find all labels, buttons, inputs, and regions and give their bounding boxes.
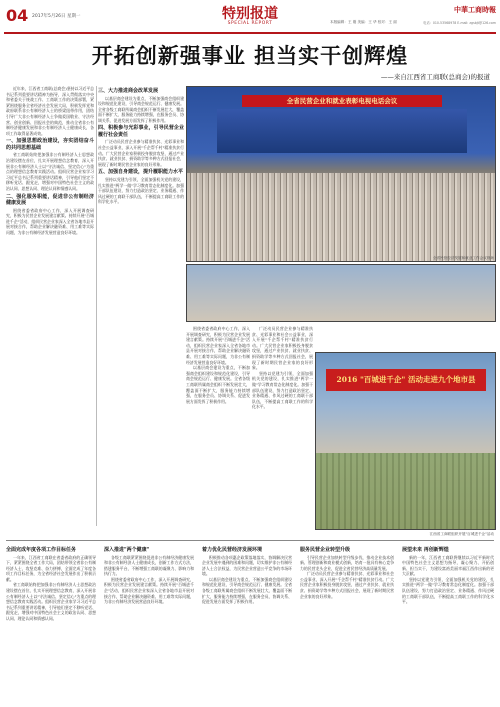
meeting-photo [186,264,496,322]
bottom-col4-body-2: 广泛动员民营企业参与精准扶贫、光彩事业和社会公益事业，深入开展"千企帮千村"精准扶贫行动。广大民营企业家积极投身脱贫攻坚，通过产业扶贫、就业扶贫、捐资助学等多种方式回报社会，展现了新时期民营企业家的良好形象。 [300,571,394,599]
bottom-column-2 [104,545,194,703]
section3-body: 以基层商会建设为重点，不断加强商会组织建设和规范化建设，引导商会规范运行、健康发展。全省各级工商联所属商会组织不断发展壮大，覆盖面不断扩大，服务能力持续增强，在服务会员、协调关系、促进发展方面发挥了积极作用。 [98,95,184,123]
article-intro: 近年来，江西省工商联(总商会)坚持以习近平总书记系列重要讲话精神为指导，深入贯彻落实中央和省委关于统战工作、工商联工作的决策部署，紧紧围绕服务全省经济社会发展大局，积极发挥党和政府联系非公有制经济人士的桥梁纽带作用，团结引导广大非公有制经济人士争做爱国敬业、守法经营、创业创新、回报社会的典范，推动全省非公有制经济健康发展和非公有制经济人士健康成长，各项工作取得显著成效。 [6,86,94,136]
event-ground [316,453,496,530]
bottom-col1-body-2: 省工商联始终把加强非公有制经济人士思想政治建设摆在首位，扎实开展理想信念教育，深入开展非公有制经济人士以"守法诚信、坚定信心"为重点的理想信念教育实践活动。组织民营企业家学习习近平总书记系列重要讲话精神，引导他们坚定不移听党话、跟党走，增强对中国特色社会主义的政治认同、思想认同、理论认同和情感认同。 [6,582,96,622]
paper-logo: 中華工商時報 [454,5,496,14]
bottom-col4-heading: 服务民营企业转型升级 [300,547,351,553]
bottom-col3-body: 积极推动各项惠企政策落地落实，协调解决民营企业发展中遇到的困难和问题，切实维护非公有制经济人士合法权益，为民营企业营造公平竞争的市场环境。 [202,554,292,577]
bottom-col5-body: 新的一年，江西省工商联将继续以习近平新时代中国特色社会主义思想为指导，凝心聚力、开拓创新、担当实干，为建设富裕美丽幸福江西作出新的更大贡献。 [402,554,494,577]
column-divider [96,86,97,526]
bottom-column-3 [202,545,292,703]
article-column-3 [186,326,250,526]
bottom-col2-heading: 深入推进"两个健康" [104,547,150,553]
article-column-2 [98,86,184,526]
bottom-col2-body-2: 围绕省委省政府中心工作，深入开展调查研究，积极为民营企业发展建言献策。持续开展"百城进千企"活动，组织民营企业家深入全省各地市县开展对接合作，帮助企业解决融资难、用工难等实际问题，为非公有制经济发展营造良好环境。 [104,576,194,605]
masthead [0,0,500,34]
section2-body-cont: 围绕省委省政府中心工作，深入开展调查研究，积极为民营企业发展建言献策。持续开展"百城进千企"活动，组织民营企业家深入全省各地市县开展对接合作，帮助企业解决融资难、用工难等实际问题，为非公有制经济发展营造良好环境。 [186,326,250,365]
section1-body: 省工商联始终把加强非公有制经济人士思想政治建设摆在首位，扎实开展理想信念教育，深入开展非公有制经济人士以"守法诚信、坚定信心"为重点的理想信念教育实践活动。组织民营企业家学习习近平总书记系列重要讲话精神，引导他们坚定不移听党话、跟党走，增强对中国特色社会主义的政治认同、思想认同、理论认同和情感认同。 [6,152,94,191]
bottom-col5-heading: 展望未来 再创新辉煌 [402,547,449,553]
bottom-col3-heading: 着力优化民营经济发展环境 [202,547,263,553]
section3-heading: 三、大力推进商会改革发展 [98,88,159,94]
editor-credits: 本版编辑：王 刚 美编：王 华 校对：王 丽 [330,20,397,24]
conference-banner: 全省民营企业和就业表彰电视电话会议 [242,95,442,107]
section4-heading: 四、积极参与光彩事业，引导民营企业履行社会责任 [98,125,184,138]
section5-heading: 五、加强自身建设，提升履职能力水平 [98,169,184,176]
event-banner: 2016 "百城进千企" 活动走进九个地市县 [326,369,486,391]
page-number: 04 [6,6,29,25]
bottom-col2-body: 各级工商联紧紧围绕促进非公有制经济健康发展和非公有制经济人士健康成长，创新工作方式方法，搭建服务平台，不断增强工商联的凝聚力、影响力和执行力。 [104,554,194,577]
paper-contact: 电话：010-53568978 E-mail: zgsbjt@126.com [423,21,496,25]
bottom-column-5 [402,545,494,703]
issue-date: 2017年5月26日 星期一 [32,14,81,19]
section5-body: 坚持以党建为引领，全面加强机关党的建设，扎实推进"两学一做"学习教育常态化制度化。加强干部队伍建设，努力打造政治坚定、业务精通、作风过硬的工商联干部队伍，不断提高工商联工作的科学化水平。 [98,176,184,205]
stage-backdrop [217,109,467,153]
section2-heading: 二、强化服务职能，促进非公有制经济健康发展 [6,193,94,206]
section-title: 特别报道 [222,6,278,22]
bottom-col5-body-2: 坚持以党建为引领，全面加强机关党的建设，扎实推进"两学一做"学习教育常态化制度化。加强干部队伍建设，努力打造政治坚定、业务精通、作风过硬的工商联干部队伍，不断提高工商联工作的科学化水平。 [402,576,494,605]
section1-heading: 一、加强思想政治建设，夯实团结奋斗的共同思想基础 [6,138,94,151]
bottom-section-rule [6,540,494,541]
article-column-1 [6,86,94,566]
event-photo [315,352,496,530]
subheadline: ——来自江西省工商联(总商会)的报道 [380,73,490,81]
section2-body: 围绕省委省政府中心工作，深入开展调查研究，积极为民营企业发展建言献策。持续开展"百城进千企"活动，组织民营企业家深入全省各地市县开展对接合作，帮助企业解决融资难、用工难等实际问题，为非公有制经济发展营造良好环境。 [6,207,94,235]
masthead-rule [4,32,496,34]
article-column-4 [252,326,313,526]
bottom-col1-heading: 全面完成年度各项工作目标任务 [6,547,77,553]
bottom-column-1 [6,545,96,703]
conference-photo [186,86,496,262]
bottom-col3-body-2: 以基层商会建设为重点，不断加强商会组织建设和规范化建设，引导商会规范运行、健康发展。全省各级工商联所属商会组织不断发展壮大，覆盖面不断扩大，服务能力持续增强，在服务会员、协调关系、促进发展方面发挥了积极作用。 [202,576,292,605]
bottom-column-4 [300,545,394,703]
section4-body: 广泛动员民营企业参与精准扶贫、光彩事业和社会公益事业，深入开展"千企帮千村"精准扶贫行动。广大民营企业家积极投身脱贫攻坚，通过产业扶贫、就业扶贫、捐资助学等多种方式回报社会，展现了新时期民营企业家的良好形象。 [98,139,184,167]
section5-body-cont: 坚持以党建为引领，全面加强机关党的建设，扎实推进"两学一做"学习教育常态化制度化。加强干部队伍建设，努力打造政治坚定、业务精通、作风过硬的工商联干部队伍，不断提高工商联工作的科学化水平。 [252,370,313,410]
photo3-caption: 江西省工商联组织开展"百城进千企"活动 [429,532,494,536]
bottom-col1-body: 一年来，江西省工商联在省委省政府的正确领导下，紧紧围绕全省工作大局，团结带领全省非公有制经济人士，攻坚克难、奋力拼搏，全面完成了年度各项工作目标任务，为全省经济社会发展作出了积极贡献。 [6,554,96,582]
bottom-col4-body: 引导民营企业加快转型升级步伐，推动企业技术创新、管理创新和商业模式创新，培育一批具有核心竞争力的民营龙头企业，促进全省民营经济高质量发展。 [300,554,394,571]
headline: 开拓创新强事业 担当实干创辉煌 [91,43,409,68]
audience-crowd [187,173,496,262]
section3-body-cont: 以基层商会建设为重点，不断加强商会组织建设和规范化建设，引导商会规范运行、健康发展。全省各级工商联所属商会组织不断发展壮大，覆盖面不断扩大，服务能力持续增强，在服务会员、协调关系、促进发展方面发挥了积极作用。 [186,365,250,404]
photo1-caption: 全省民营经济发展和就业工作会议现场 [432,256,494,260]
section4-body-cont: 广泛动员民营企业参与精准扶贫、光彩事业和社会公益事业，深入开展"千企帮千村"精准扶贫行动。广大民营企业家积极投身脱贫攻坚，通过产业扶贫、就业扶贫、捐资助学等多种方式回报社会，展现了新时期民营企业家的良好形象。 [252,326,313,371]
section-subtitle: SPECIAL REPORT [227,21,273,26]
